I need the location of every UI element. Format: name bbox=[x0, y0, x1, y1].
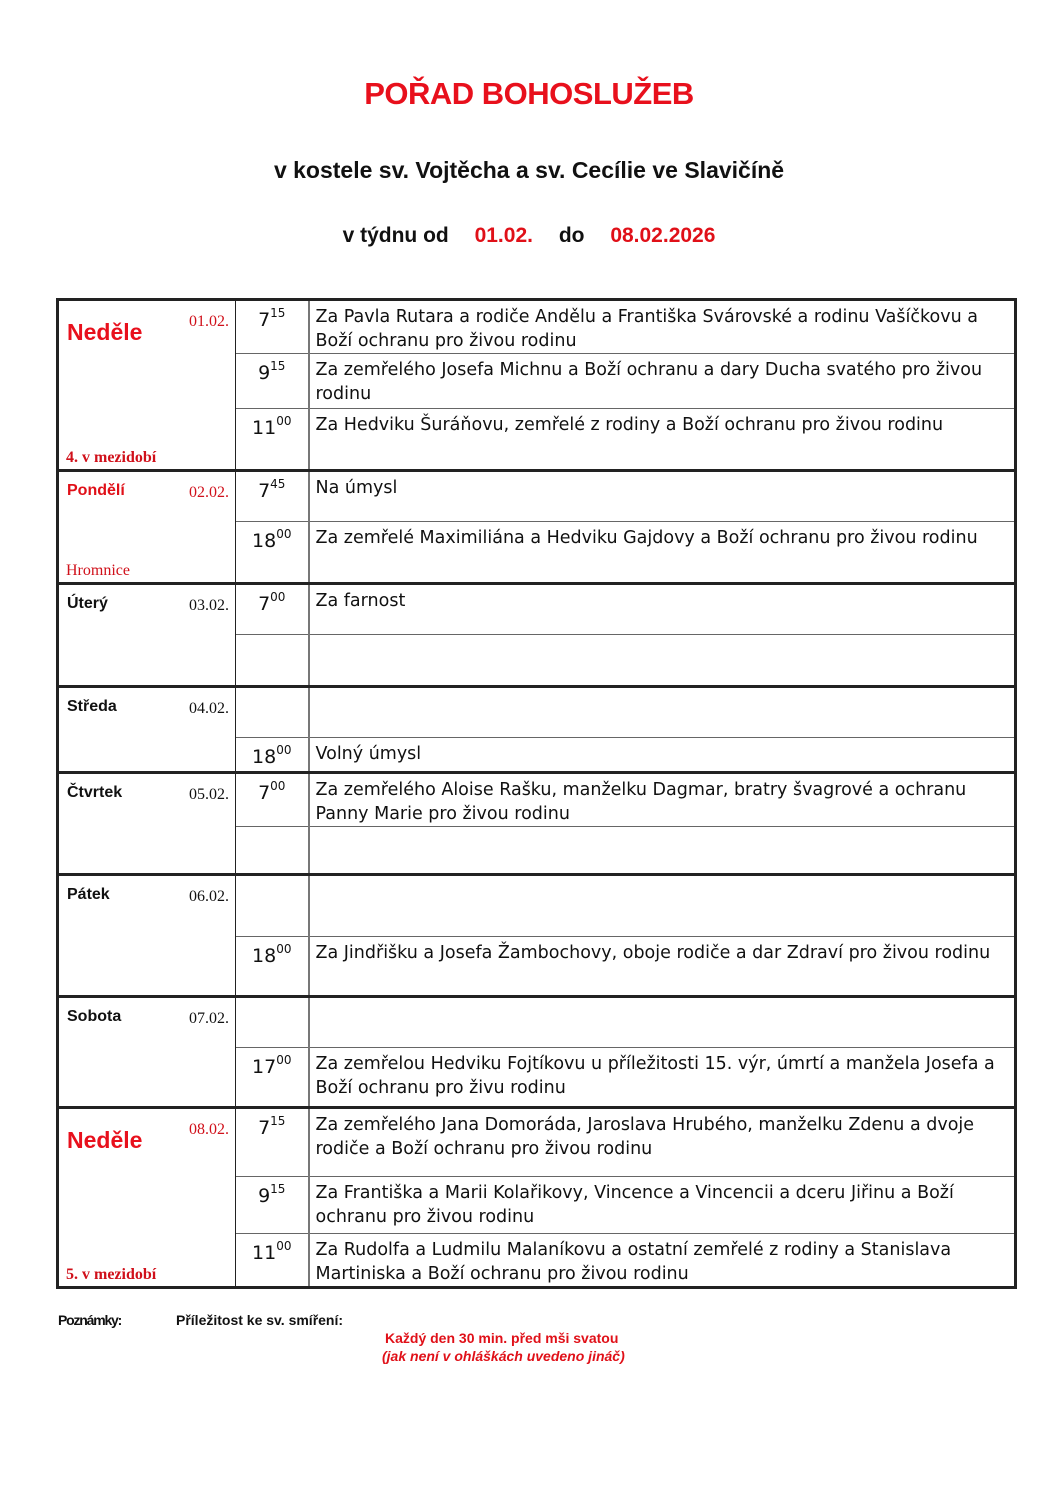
mass-row bbox=[58, 997, 1016, 1048]
mass-time bbox=[236, 409, 309, 471]
day-date: 05.02. bbox=[189, 786, 229, 803]
time-hour: 7 bbox=[258, 782, 271, 804]
mass-intention: Za Jindřišku a Josefa Žambochovy, oboje rodiče a dar Zdraví pro živou rodinu bbox=[309, 937, 1016, 997]
day-cell bbox=[58, 471, 236, 584]
time-minutes: 15 bbox=[270, 1182, 286, 1196]
mass-time bbox=[236, 937, 309, 997]
mass-intention: Za zemřelého Aloise Rašku, manželku Dagmar, bratry švagrové a ochranu Panny Marie pro živou rodinu bbox=[309, 773, 1016, 827]
mass-time bbox=[236, 773, 309, 827]
time-hour: 18 bbox=[252, 530, 277, 552]
mass-intention: Za zemřelé Maximiliána a Hedviku Gajdovy a Boží ochranu pro živou rodinu bbox=[309, 522, 1016, 584]
day-date: 06.02. bbox=[189, 888, 229, 905]
mass-intention: Za Hedviku Šuráňovu, zemřelé z rodiny a Boží ochranu pro živou rodinu bbox=[309, 409, 1016, 471]
day-cell bbox=[58, 875, 236, 997]
confession-title: Příležitost ke sv. smíření: bbox=[176, 1312, 344, 1328]
mass-row bbox=[58, 875, 1016, 937]
mass-intention bbox=[309, 827, 1016, 875]
week-prefix: v týdnu od bbox=[342, 224, 449, 247]
time-hour: 7 bbox=[258, 1117, 271, 1139]
schedule-table bbox=[56, 298, 1017, 1289]
time-hour: 7 bbox=[258, 480, 271, 502]
mass-intention: Za Pavla Rutara a rodiče Andělu a Františka Svárovské a rodinu Vašíčkovu a Boží ochranu pro živou rodinu bbox=[309, 300, 1016, 354]
mass-intention: Za farnost bbox=[309, 584, 1016, 635]
day-name: Pátek bbox=[67, 886, 110, 903]
day-date: 07.02. bbox=[189, 1010, 229, 1027]
day-date: 03.02. bbox=[189, 597, 229, 614]
time-minutes: 00 bbox=[276, 942, 292, 956]
time-hour: 11 bbox=[252, 417, 277, 439]
day-date: 08.02. bbox=[189, 1121, 229, 1138]
day-name: Neděle bbox=[67, 1127, 143, 1153]
week-mid: do bbox=[558, 224, 585, 247]
day-name: Čtvrtek bbox=[67, 784, 123, 801]
mass-row bbox=[58, 687, 1016, 738]
mass-intention bbox=[309, 875, 1016, 937]
mass-intention: Za zemřelého Josefa Michnu a Boží ochranu a dary Ducha svatého pro živou rodinu bbox=[309, 354, 1016, 409]
time-hour: 7 bbox=[258, 309, 271, 331]
day-cell bbox=[58, 773, 236, 875]
mass-time bbox=[236, 1048, 309, 1108]
time-hour: 17 bbox=[252, 1056, 277, 1078]
mass-intention bbox=[309, 997, 1016, 1048]
mass-time bbox=[236, 1108, 309, 1177]
time-minutes: 45 bbox=[270, 477, 286, 491]
time-minutes: 15 bbox=[270, 359, 286, 373]
week-to-date: 08.02.2026 bbox=[610, 224, 716, 247]
mass-intention: Na úmysl bbox=[309, 471, 1016, 522]
day-cell bbox=[58, 687, 236, 773]
time-hour: 9 bbox=[258, 362, 271, 384]
time-minutes: 15 bbox=[270, 1114, 286, 1128]
time-minutes: 00 bbox=[276, 743, 292, 757]
mass-time bbox=[236, 522, 309, 584]
time-minutes: 00 bbox=[270, 590, 286, 604]
time-minutes: 00 bbox=[270, 779, 286, 793]
mass-time bbox=[236, 1177, 309, 1234]
time-hour: 11 bbox=[252, 1242, 277, 1264]
week-range bbox=[0, 224, 1058, 248]
mass-time bbox=[236, 300, 309, 354]
week-from-date: 01.02. bbox=[474, 224, 533, 247]
mass-row bbox=[58, 471, 1016, 522]
mass-time bbox=[236, 738, 309, 773]
liturgical-note: 5. v mezidobí bbox=[66, 1266, 157, 1283]
mass-intention: Za Rudolfa a Ludmilu Malaníkovu a ostatní zemřelé z rodiny a Stanislava Martiniska a Boží ochranu pro živou rodinu bbox=[309, 1234, 1016, 1288]
time-minutes: 00 bbox=[276, 1053, 292, 1067]
day-name: Úterý bbox=[67, 595, 108, 612]
day-name: Středa bbox=[67, 698, 117, 715]
confession-note: (jak není v ohláškách uvedeno jináč) bbox=[382, 1348, 625, 1364]
time-minutes: 00 bbox=[276, 414, 292, 428]
day-date: 02.02. bbox=[189, 484, 229, 501]
mass-intention: Volný úmysl bbox=[309, 738, 1016, 773]
mass-time bbox=[236, 1234, 309, 1288]
mass-time bbox=[236, 997, 309, 1048]
notes-label bbox=[58, 1312, 121, 1328]
time-minutes: 00 bbox=[276, 527, 292, 541]
liturgical-note: Hromnice bbox=[66, 562, 130, 579]
mass-intention bbox=[309, 687, 1016, 738]
day-date: 01.02. bbox=[189, 313, 229, 330]
mass-intention bbox=[309, 635, 1016, 687]
mass-row bbox=[58, 773, 1016, 827]
mass-intention: Za zemřelou Hedviku Fojtíkovu u příležitosti 15. výr, úmrtí a manžela Josefa a Boží ochranu pro živu rodinu bbox=[309, 1048, 1016, 1108]
day-name: Neděle bbox=[67, 319, 143, 345]
time-minutes: 15 bbox=[270, 306, 286, 320]
day-date: 04.02. bbox=[189, 700, 229, 717]
mass-row bbox=[58, 584, 1016, 635]
day-cell bbox=[58, 584, 236, 687]
time-hour: 9 bbox=[258, 1185, 271, 1207]
day-name: Pondělí bbox=[67, 482, 125, 499]
day-name: Sobota bbox=[67, 1008, 122, 1025]
notes-label-text: Poznámky: bbox=[58, 1312, 122, 1328]
day-cell bbox=[58, 1108, 236, 1288]
church-subtitle: v kostele sv. Vojtěcha a sv. Cecílie ve Slavičíně bbox=[273, 157, 785, 183]
mass-time bbox=[236, 875, 309, 937]
time-minutes: 00 bbox=[276, 1239, 292, 1253]
mass-time bbox=[236, 635, 309, 687]
mass-time bbox=[236, 584, 309, 635]
time-hour: 18 bbox=[252, 746, 277, 768]
mass-row bbox=[58, 300, 1016, 354]
mass-time bbox=[236, 471, 309, 522]
mass-intention: Za zemřelého Jana Domoráda, Jaroslava Hrubého, manželku Zdenu a dvoje rodiče a Boží ochranu pro živou rodinu bbox=[309, 1108, 1016, 1177]
mass-time bbox=[236, 354, 309, 409]
time-hour: 18 bbox=[252, 945, 277, 967]
mass-time bbox=[236, 827, 309, 875]
page-title: POŘAD BOHOSLUŽEB bbox=[364, 76, 694, 111]
mass-row bbox=[58, 1108, 1016, 1177]
day-cell bbox=[58, 300, 236, 471]
mass-intention: Za Františka a Marii Kolařikovy, Vincence a Vincencii a dceru Jiřinu a Boží ochranu pro živou rodinu bbox=[309, 1177, 1016, 1234]
liturgical-note: 4. v mezidobí bbox=[66, 449, 157, 466]
mass-time bbox=[236, 687, 309, 738]
confession-info: Každý den 30 min. před mši svatou bbox=[385, 1330, 619, 1346]
time-hour: 7 bbox=[258, 593, 271, 615]
day-cell bbox=[58, 997, 236, 1108]
